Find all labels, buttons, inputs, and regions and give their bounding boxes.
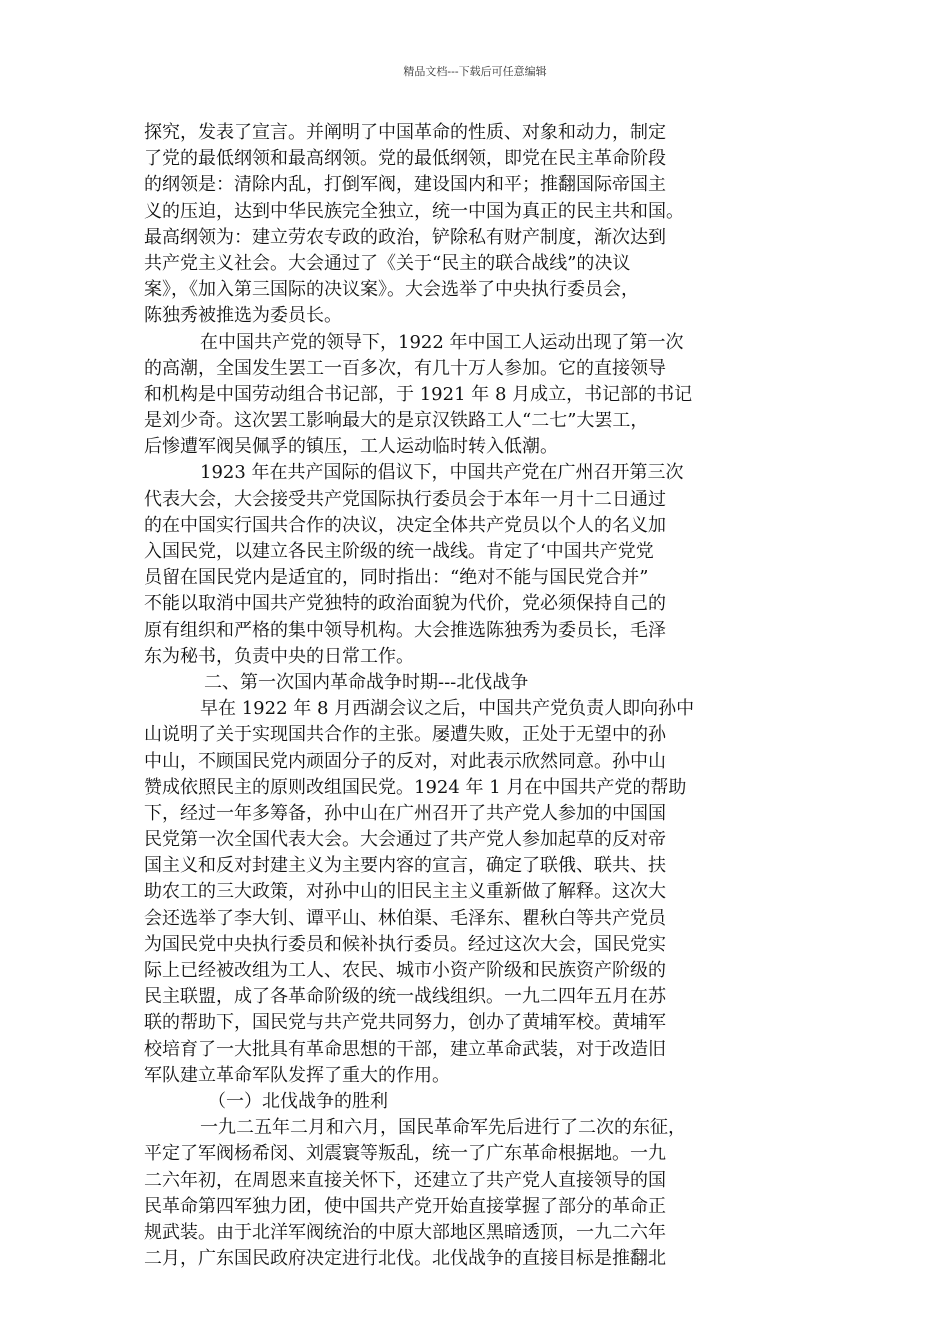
- page-header: 精品文档---下载后可任意编辑: [403, 65, 547, 78]
- text-line: 原有组织和严格的集中领导机构。大会推选陈独秀为委员长，毛泽: [144, 619, 666, 641]
- document-body: [144, 120, 812, 1272]
- text-line: 会还选举了李大钊、谭平山、林伯渠、毛泽东、瞿秋白等共产党员: [144, 907, 666, 929]
- text-line: 员留在国民党内是适宜的，同时指出：“绝对不能与国民党合并”: [144, 567, 649, 589]
- text-line: 赞成依照民主的原则改组国民党。1924 年 1 月在中国共产党的帮助: [144, 776, 687, 798]
- paragraph-first-line: 1923 年在共产国际的倡议下，中国共产党在广州召开第三次: [200, 462, 684, 484]
- paragraph-first-line: 一九二五年二月和六月，国民革命军先后进行了二次的东征，: [200, 1117, 686, 1139]
- text-line: 探究，发表了宣言。并阐明了中国革命的性质、对象和动力，制定: [144, 122, 666, 143]
- text-line: 的在中国实行国共合作的决议，决定全体共产党员以个人的名义加: [144, 514, 666, 536]
- section-heading: 二、第一次国内革命战争时期---北伐战争: [204, 671, 529, 693]
- text-line: 联的帮助下，国民党与共产党共同努力，创办了黄埔军校。黄埔军: [144, 1012, 666, 1034]
- text-line: 代表大会，大会接受共产党国际执行委员会于本年一月十二日通过: [144, 488, 666, 510]
- text-line: 助农工的三大政策，对孙中山的旧民主主义重新做了解释。这次大: [144, 881, 666, 903]
- text-line: 平定了军阀杨希闵、刘震寰等叛乱，统一了广东革命根据地。一九: [144, 1143, 666, 1165]
- text-line: 民党第一次全国代表大会。大会通过了共产党人参加起草的反对帝: [144, 829, 666, 851]
- text-line: 际上已经被改组为工人、农民、城市小资产阶级和民族资产阶级的: [144, 960, 666, 981]
- paragraph-first-line: 早在 1922 年 8 月西湖会议之后，中国共产党负责人即向孙中: [200, 698, 695, 720]
- text-line: 陈独秀被推选为委员长。: [144, 305, 342, 327]
- text-line: 下，经过一年多筹备，孙中山在广州召开了共产党人参加的中国国: [144, 802, 666, 824]
- text-line: 后惨遭军阀吴佩孚的镇压，工人运动临时转入低潮。: [144, 436, 558, 458]
- subsection-heading: （一）北伐战争的胜利: [208, 1090, 388, 1112]
- paragraph-first-line: 在中国共产党的领导下，1922 年中国工人运动出现了第一次: [200, 331, 684, 353]
- text-line: 二月，广东国民政府决定进行北伐。北伐战争的直接目标是推翻北: [144, 1248, 666, 1270]
- text-line: 了党的最低纲领和最高纲领。党的最低纲领，即党在民主革命阶段: [144, 148, 666, 170]
- text-line: 东为秘书，负责中央的日常工作。: [144, 645, 414, 667]
- text-line: 最高纲领为：建立劳农专政的政治，铲除私有财产制度，渐次达到: [144, 226, 666, 248]
- text-line: 案》，《加入第三国际的决议案》。大会选举了中央执行委员会，: [144, 279, 639, 301]
- text-line: 和机构是中国劳动组合书记部，于 1921 年 8 月成立，书记部的书记: [144, 383, 693, 405]
- text-line: 民主联盟，成了各革命阶级的统一战线组织。一九二四年五月在苏: [144, 986, 666, 1008]
- text-line: 不能以取消中国共产党独特的政治面貌为代价，党必须保持自己的: [144, 593, 666, 615]
- text-line: 山说明了关于实现国共合作的主张。屡遭失败，正处于无望中的孙: [144, 724, 666, 746]
- text-line: 的纲领是：清除内乱，打倒军阀，建设国内和平；推翻国际帝国主: [144, 174, 666, 196]
- text-line: 为国民党中央执行委员和候补执行委员。经过这次大会，国民党实: [144, 933, 666, 955]
- text-line: 军队建立革命军队发挥了重大的作用。: [144, 1064, 450, 1086]
- text-line: 共产党主义社会。大会通过了《关于“民主的联合战线”的决议: [144, 252, 631, 274]
- text-line: 中山，不顾国民党内顽固分子的反对，对此表示欣然同意。孙中山: [144, 750, 666, 772]
- text-line: 是刘少奇。这次罢工影响最大的是京汉铁路工人“二七”大罢工，: [144, 410, 649, 432]
- text-line: 的高潮，全国发生罢工一百多次，有几十万人参加。它的直接领导: [144, 357, 666, 379]
- text-line: 国主义和反对封建主义为主要内容的宣言，确定了联俄、联共、扶: [144, 855, 666, 877]
- text-line: 规武装。由于北洋军阀统治的中原大部地区黑暗透顶，一九二六年: [144, 1221, 666, 1243]
- text-line: 入国民党，以建立各民主阶级的统一战线。肯定了‘中国共产党党: [144, 541, 654, 562]
- text-line: 校培育了一大批具有革命思想的干部，建立革命武装，对于改造旧: [144, 1038, 666, 1060]
- text-line: 民革命第四军独力团，使中国共产党开始直接掌握了部分的革命正: [144, 1195, 666, 1217]
- text-line: 二六年初，在周恩来直接关怀下，还建立了共产党人直接领导的国: [144, 1169, 666, 1191]
- text-line: 义的压迫，达到中华民族完全独立，统一中国为真正的民主共和国。: [144, 200, 684, 222]
